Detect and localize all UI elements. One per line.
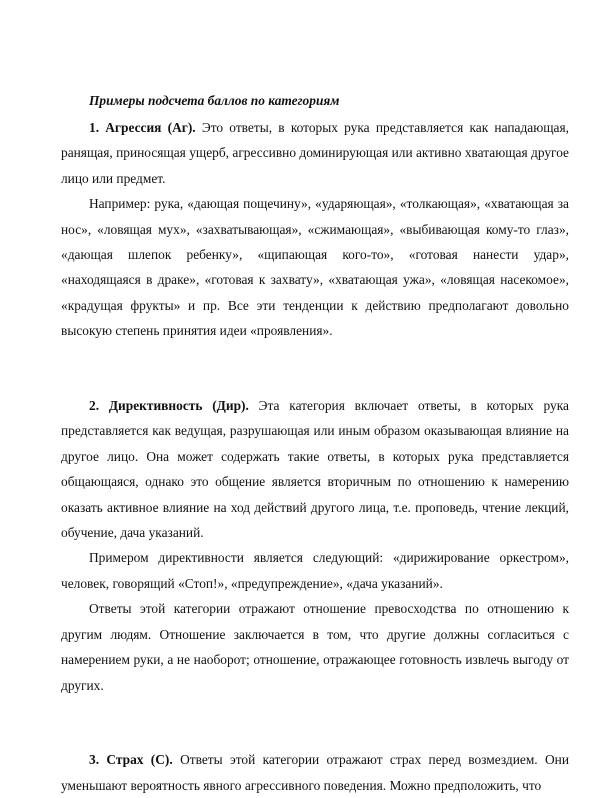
section-2-heading: 2. Директивность (Дир). [89,398,249,414]
section-3-heading: 3. Страх (С). [89,752,173,768]
section-1-heading: 1. Агрессия (Аг). [89,120,196,135]
document-body [61,89,569,798]
section-2-examples: Примером директивности является следующий: «дирижирование оркестром», человек, говорящий «Стоп!», «предупреждение», «дача указаний». [61,550,569,591]
section-3-intro [61,747,569,798]
page-title: Примеры подсчета баллов по категориям [89,93,340,108]
section-3-text: Ответы этой категории отражают страх перед возмездием. Они уменьшают вероятность явного агрессивного поведения. Можно предположить, что [61,752,569,793]
spacer [61,723,569,747]
section-1-examples: Например: рука, «дающая пощечину», «ударяющая», «толкающая», «хватающая за нос», «ловящая мух», «захватывающая», «сжимающая», «выбивающая кому-то глаз», «дающая шлепок ребенку», «щипающая кого-то», «готовая нанести удар», «находящаяся в драке», «готовая к захвату», «хватающая ужа», «ловящая насекомое», «крадущая фрукты» и пр. Все эти тенденции к действию предполагают довольно высокую степень принятия идеи «проявления». [61,196,569,339]
section-2-interpretation: Ответы этой категории отражают отношение превосходства по отношению к другим людям. Отношение заключается в том, что другие должны согласиться с намерением руки, а не наоборот; отношение, отражающее готовность извлечь выгоду от других. [61,601,569,693]
section-1-intro [61,115,569,191]
spacer [61,344,569,369]
section-1-text: Это ответы, в которых рука представляется как нападающая, ранящая, приносящая ущерб, агрессивно доминирующая или активно хватающая другое лицо или предмет. [61,120,569,186]
spacer [61,698,569,723]
spacer [61,369,569,393]
section-2-intro [61,393,569,545]
section-2-text: Эта категория включает ответы, в которых рука представляется как ведущая, разрушающая или иным образом оказывающая влияние на другое лицо. Она может содержать такие ответы, в которых рука представляется общающаяся, однако это общение является вторичным по отношению к намерению оказать активное влияние на ход действий другого лица, т.е. проповедь, чтение лекций, обучение, дача указаний. [61,398,570,541]
